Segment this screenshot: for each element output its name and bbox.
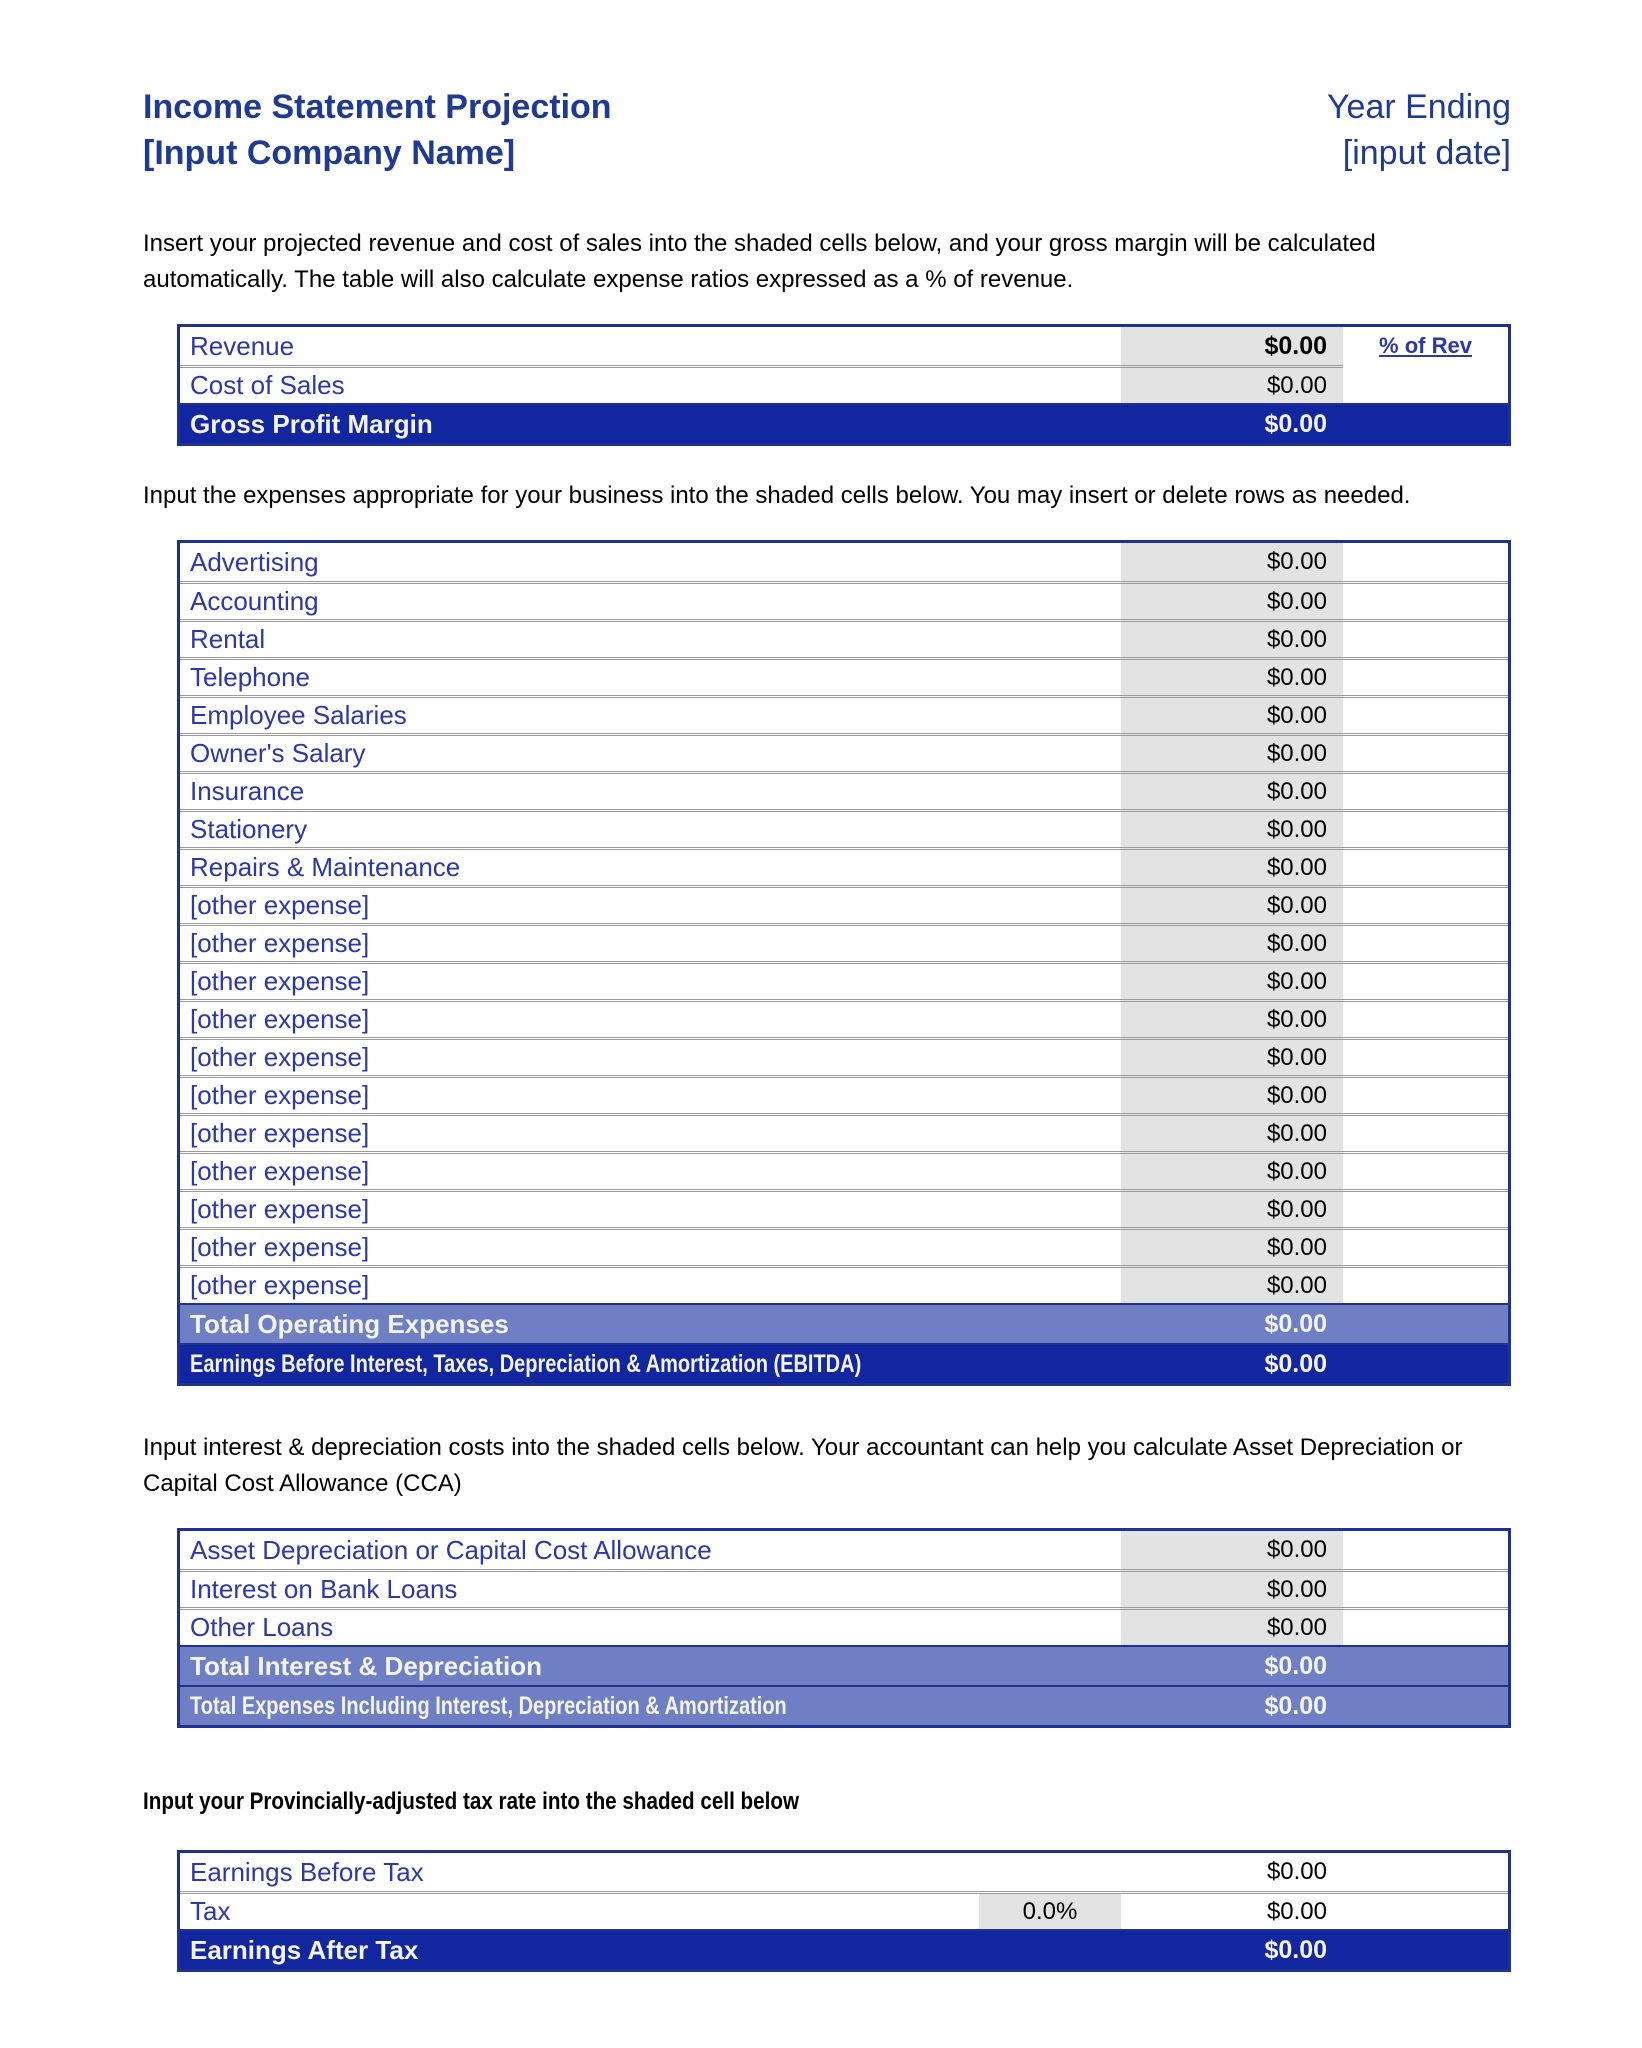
table-row: [180, 365, 1508, 403]
table-row: [180, 961, 1508, 999]
row-label-cell: Accounting: [180, 581, 1121, 619]
amount-cell[interactable]: $0.00: [1121, 619, 1343, 657]
percent-of-revenue-cell: [1343, 1227, 1508, 1265]
table-row: [180, 1189, 1508, 1227]
row-label-cell: Earnings Before Tax: [190, 1856, 424, 1887]
table-row: [180, 1569, 1508, 1607]
row-label-cell: Cost of Sales: [180, 365, 1121, 403]
amount-cell[interactable]: $0.00: [1121, 1227, 1343, 1265]
table-row: [180, 1303, 1508, 1343]
percent-of-revenue-cell: [1343, 619, 1508, 657]
row-label-cell: Telephone: [180, 657, 1121, 695]
year-ending-block: [1327, 84, 1511, 176]
percent-of-revenue-cell: [1343, 1075, 1508, 1113]
table-row: [180, 809, 1508, 847]
table-row: [180, 1531, 1508, 1569]
amount-cell: $0.00: [1264, 1309, 1327, 1338]
table-row: [180, 403, 1508, 443]
tax-intro-text: Input your Provincially-adjusted tax rate into the shaded cell below: [143, 1788, 800, 1815]
row-label-cell: Total Interest & Depreciation: [190, 1650, 543, 1681]
amount-cell[interactable]: $0.00: [1121, 695, 1343, 733]
row-label-cell: Earnings Before Interest, Taxes, Depreciation & Amortization (EBITDA): [190, 1349, 862, 1378]
percent-of-revenue-cell: [1343, 365, 1508, 403]
row-label-cell: Total Expenses Including Interest, Depreciation & Amortization: [190, 1691, 787, 1720]
row-label-cell: Gross Profit Margin: [190, 408, 433, 439]
table-row: [180, 923, 1508, 961]
amount-cell: $0.00: [1264, 1349, 1327, 1378]
table-row: [180, 619, 1508, 657]
amount-cell[interactable]: $0.00: [1121, 1151, 1343, 1189]
amount-cell[interactable]: $0.00: [1121, 999, 1343, 1037]
amount-cell[interactable]: $0.00: [1121, 885, 1343, 923]
percent-of-rev-header: % of Rev: [1379, 333, 1472, 358]
row-label-cell: Rental: [180, 619, 1121, 657]
percent-of-revenue-cell: [1343, 543, 1508, 581]
percent-of-revenue-cell: [1343, 847, 1508, 885]
row-label-cell: Other Loans: [180, 1607, 1121, 1645]
row-label-cell: Interest on Bank Loans: [180, 1569, 1121, 1607]
table-row: [180, 657, 1508, 695]
percent-of-revenue-cell: [1343, 1151, 1508, 1189]
row-label-cell: Tax 0.0%: [180, 1891, 1121, 1929]
percent-of-revenue-cell: [1343, 1265, 1508, 1303]
amount-cell[interactable]: $0.00: [1121, 1531, 1343, 1569]
tax-intro-paragraph: [143, 1784, 1511, 1820]
table-row: [180, 1343, 1508, 1383]
table-row: [180, 1891, 1508, 1929]
revenue-intro-paragraph: Insert your projected revenue and cost of sales into the shaded cells below, and your gross margin will be calculated automatically. The table will also calculate expense ratios expressed as a % of revenue.: [143, 230, 1376, 293]
table-row: [180, 1853, 1508, 1891]
table-row: [180, 733, 1508, 771]
row-label-cell: [other expense]: [180, 1265, 1121, 1303]
amount-cell[interactable]: $0.00: [1121, 581, 1343, 619]
row-label-cell: Earnings After Tax: [190, 1934, 419, 1965]
table-row: [180, 327, 1508, 365]
percent-of-revenue-cell: [1343, 733, 1508, 771]
row-label-cell: [other expense]: [180, 1037, 1121, 1075]
table-row: [180, 1151, 1508, 1189]
percent-of-revenue-cell: [1343, 1687, 1508, 1725]
expenses-intro-paragraph: Input the expenses appropriate for your business into the shaded cells below. You may insert or delete rows as needed.: [143, 482, 1411, 509]
percent-of-revenue-cell: [1343, 999, 1508, 1037]
amount-cell[interactable]: $0.00: [1121, 847, 1343, 885]
row-label-cell: [other expense]: [180, 1227, 1121, 1265]
amount-cell[interactable]: $0.00: [1121, 1113, 1343, 1151]
percent-of-revenue-cell: [1343, 1037, 1508, 1075]
row-label-cell: [other expense]: [180, 1113, 1121, 1151]
row-label-cell: Employee Salaries: [180, 695, 1121, 733]
percent-of-revenue-cell: [1343, 695, 1508, 733]
table-row: [180, 1075, 1508, 1113]
table-row: [180, 847, 1508, 885]
percent-of-revenue-cell: [1343, 327, 1508, 365]
percent-of-revenue-cell: [1343, 1607, 1508, 1645]
table-row: [180, 695, 1508, 733]
table-row: [180, 1113, 1508, 1151]
tax-rate-cell[interactable]: 0.0%: [979, 1894, 1121, 1929]
percent-of-revenue-cell: [1343, 657, 1508, 695]
row-label-cell: Advertising: [190, 546, 319, 577]
amount-cell[interactable]: $0.00: [1121, 961, 1343, 999]
interest-intro-paragraph: Input interest & depreciation costs into the shaded cells below. Your accountant can help you calculate Asset Depreciation or Capital Cost Allowance (CCA): [143, 1434, 1463, 1497]
table-row: [180, 1265, 1508, 1303]
revenue-table: [177, 324, 1511, 446]
row-label-cell: Repairs & Maintenance: [180, 847, 1121, 885]
title-block: [143, 84, 612, 176]
row-label-cell: [other expense]: [180, 923, 1121, 961]
table-row: [180, 1037, 1508, 1075]
amount-cell: $0.00: [1264, 1935, 1327, 1964]
amount-cell[interactable]: $0.00: [1121, 771, 1343, 809]
amount-cell[interactable]: $0.00: [1121, 543, 1343, 581]
row-label-cell: Insurance: [180, 771, 1121, 809]
amount-cell: $0.00: [1264, 1691, 1327, 1720]
percent-of-revenue-cell: [1343, 1647, 1508, 1685]
row-label-cell: [other expense]: [180, 1151, 1121, 1189]
operating-expenses-table: [177, 540, 1511, 1386]
amount-cell[interactable]: $0.00: [1121, 1569, 1343, 1607]
percent-of-revenue-cell: [1343, 1931, 1508, 1969]
table-row: [180, 1929, 1508, 1969]
percent-of-revenue-cell: [1343, 809, 1508, 847]
percent-of-revenue-cell: [1343, 405, 1508, 443]
percent-of-revenue-cell: [1343, 961, 1508, 999]
amount-cell[interactable]: $0.00: [1121, 1265, 1343, 1303]
input-date-placeholder: [input date]: [1342, 134, 1511, 172]
row-label-cell: Owner's Salary: [180, 733, 1121, 771]
percent-of-revenue-cell: [1343, 923, 1508, 961]
amount-cell[interactable]: $0.00: [1121, 923, 1343, 961]
row-label-cell: [other expense]: [180, 961, 1121, 999]
amount-cell: $0.00: [1264, 409, 1327, 438]
percent-of-revenue-cell: [1343, 1189, 1508, 1227]
amount-cell[interactable]: $0.00: [1121, 1037, 1343, 1075]
percent-of-revenue-cell: [1343, 581, 1508, 619]
amount-cell[interactable]: $0.00: [1121, 327, 1343, 365]
percent-of-revenue-cell: [1343, 1305, 1508, 1343]
row-label-cell: Revenue: [190, 330, 295, 361]
row-label-cell: [other expense]: [180, 999, 1121, 1037]
amount-cell: $0.00: [1121, 1891, 1343, 1929]
row-label-cell: [other expense]: [180, 1075, 1121, 1113]
amount-cell[interactable]: $0.00: [1121, 365, 1343, 403]
interest-depreciation-table: [177, 1528, 1511, 1728]
amount-cell[interactable]: $0.00: [1121, 733, 1343, 771]
amount-cell[interactable]: $0.00: [1121, 1607, 1343, 1645]
table-row: [180, 885, 1508, 923]
percent-of-revenue-cell: [1343, 1345, 1508, 1383]
table-row: [180, 1685, 1508, 1725]
table-row: [180, 581, 1508, 619]
table-row: [180, 1607, 1508, 1645]
percent-of-revenue-cell: [1343, 1853, 1508, 1891]
table-row: [180, 999, 1508, 1037]
percent-of-revenue-cell: [1343, 1891, 1508, 1929]
percent-of-revenue-cell: [1343, 1113, 1508, 1151]
percent-of-revenue-cell: [1343, 771, 1508, 809]
document-header: [143, 84, 1511, 176]
row-label-cell: Stationery: [180, 809, 1121, 847]
table-row: [180, 543, 1508, 581]
amount-cell[interactable]: $0.00: [1121, 1075, 1343, 1113]
table-row: [180, 1227, 1508, 1265]
row-label-cell: Total Operating Expenses: [190, 1308, 509, 1339]
amount-cell: $0.00: [1266, 1858, 1327, 1885]
year-ending-label: Year Ending: [1326, 88, 1511, 126]
table-row: [180, 771, 1508, 809]
company-name-placeholder: [Input Company Name]: [143, 134, 516, 172]
amount-cell: $0.00: [1264, 1651, 1327, 1680]
percent-of-revenue-cell: [1343, 1569, 1508, 1607]
percent-of-revenue-cell: [1343, 885, 1508, 923]
page-title: Income Statement Projection: [143, 88, 612, 126]
amount-cell[interactable]: $0.00: [1121, 1189, 1343, 1227]
row-label-cell: [other expense]: [180, 1189, 1121, 1227]
amount-cell[interactable]: $0.00: [1121, 809, 1343, 847]
table-row: [180, 1645, 1508, 1685]
amount-cell[interactable]: $0.00: [1121, 657, 1343, 695]
row-label-cell: [other expense]: [180, 885, 1121, 923]
row-label-cell: Asset Depreciation or Capital Cost Allowance: [190, 1534, 712, 1565]
percent-of-revenue-cell: [1343, 1531, 1508, 1569]
earnings-tax-table: [177, 1850, 1511, 1972]
